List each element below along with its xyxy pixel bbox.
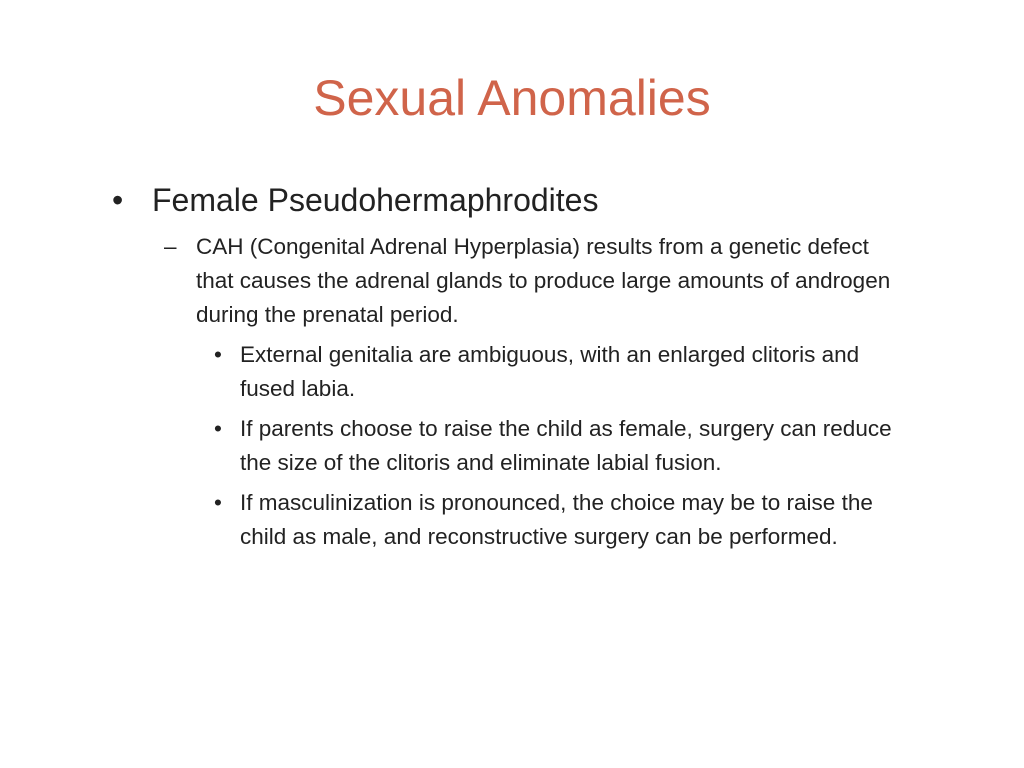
bullet-dot-icon: •	[214, 490, 222, 515]
bullet-level-3-text: If masculinization is pronounced, the choice may be to raise the child as male, and reconstructive surgery can be performed.	[240, 490, 873, 549]
bullet-level-1	[110, 176, 930, 224]
slide-content	[110, 176, 930, 554]
bullet-level-2-text: CAH (Congenital Adrenal Hyperplasia) results from a genetic defect that causes the adrenal glands to produce large amounts of androgen during the prenatal period.	[196, 234, 891, 327]
bullet-dot-icon: •	[214, 416, 222, 441]
dash-icon: –	[164, 234, 177, 259]
bullet-dot-icon: •	[214, 342, 222, 367]
bullet-level-2	[164, 230, 896, 332]
bullet-level-3-text: If parents choose to raise the child as female, surgery can reduce the size of the clitoris and eliminate labial fusion.	[240, 416, 892, 475]
bullet-dot-icon: •	[112, 182, 124, 218]
bullet-level-3	[214, 338, 920, 406]
bullet-level-1-text: Female Pseudohermaphrodites	[152, 182, 599, 218]
bullet-level-3	[214, 486, 920, 554]
bullet-level-3	[214, 412, 920, 480]
slide-title: Sexual Anomalies	[313, 70, 711, 126]
bullet-level-3-text: External genitalia are ambiguous, with an enlarged clitoris and fused labia.	[240, 342, 860, 401]
